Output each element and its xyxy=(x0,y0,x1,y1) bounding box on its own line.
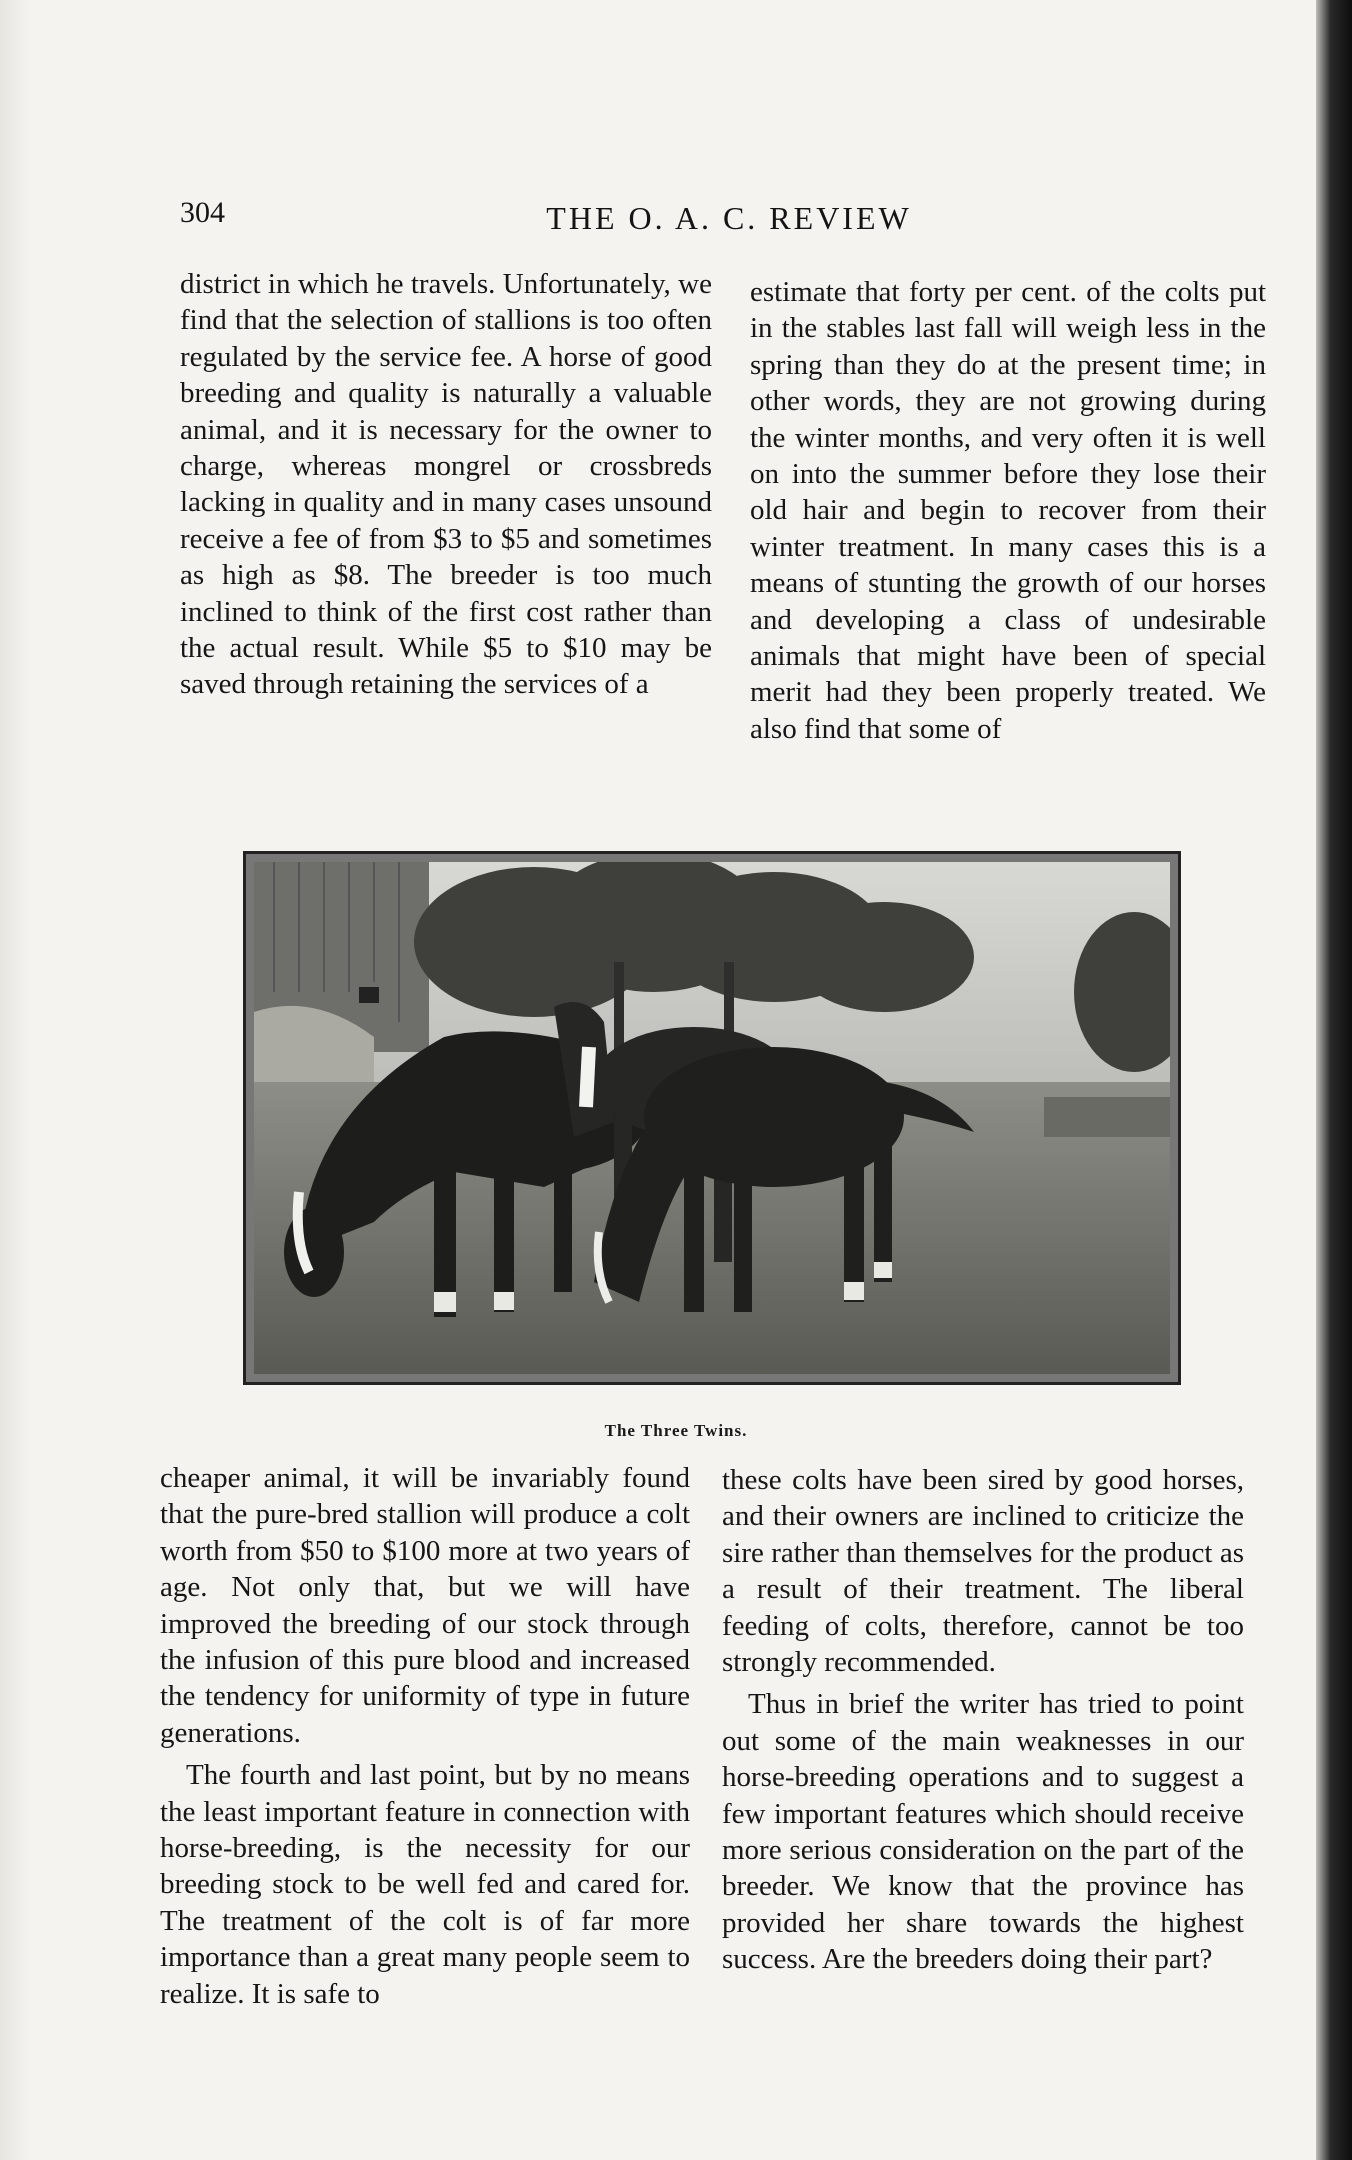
horses-grazing-image xyxy=(254,862,1170,1374)
horse-photograph xyxy=(243,851,1181,1385)
paragraph: The fourth and last point, but by no means the least important feature in connection with horse-breeding, is the necessity for our breeding stock to be well fed and cared for. The treatment of the colt is of far more importance than a great many people seem to realize. It is safe to xyxy=(160,1759,690,2010)
paragraph: these colts have been sired by good horses, and their owners are inclined to criticize the sire rather than themselves for the product as a result of their treatment. The liberal feeding of colts, therefore, cannot be too strongly recommended. xyxy=(722,1464,1244,1679)
book-edge-shadow xyxy=(1316,0,1352,2160)
column-top-left xyxy=(180,266,712,703)
running-title: THE O. A. C. REVIEW xyxy=(546,200,912,236)
column-bottom-right xyxy=(722,1462,1244,1978)
column-bottom-left xyxy=(160,1460,690,2012)
figure-caption: The Three Twins. xyxy=(604,1421,748,1440)
page-number: 304 xyxy=(180,196,225,229)
column-top-right xyxy=(750,274,1266,747)
paragraph: district in which he travels. Unfortunately, we find that the selection of stallions is too often regulated by the service fee. A horse of good breeding and quality is naturally a valuable animal, and it is necessary for the owner to charge, whereas mongrel or crossbreds lacking in quality and in many cases unsound receive a fee of from $3 to $5 and sometimes as high as $8. The breeder is too much inclined to think of the first cost rather than the actual result. While $5 to $10 may be saved through retaining the services of a xyxy=(180,268,712,701)
page-header xyxy=(180,196,1278,246)
paragraph: cheaper animal, it will be invariably found that the pure-bred stallion will produce a colt worth from $50 to $100 more at two years of age. Not only that, but we will have improved the breeding of our stock through the infusion of this pure blood and increased the tendency for uniformity of type in future generations. xyxy=(160,1462,690,1749)
page-gutter-shadow xyxy=(0,0,30,2160)
paragraph: estimate that forty per cent. of the colts put in the stables last fall will weigh less in the spring than they do at the present time; in other words, they are not growing during the winter months, and very often it is well on into the summer before they lose their old hair and begin to recover from their winter treatment. In many cases this is a means of stunting the growth of our horses and developing a class of undesirable animals that might have been of special merit had they been properly treated. We also find that some of xyxy=(750,276,1266,745)
paragraph: Thus in brief the writer has tried to point out some of the main weaknesses in our horse-breeding operations and to suggest a few important features which should receive more serious consideration on the part of the breeder. We know that the province has provided her share towards the highest success. Are the breeders doing their part? xyxy=(722,1688,1244,1976)
